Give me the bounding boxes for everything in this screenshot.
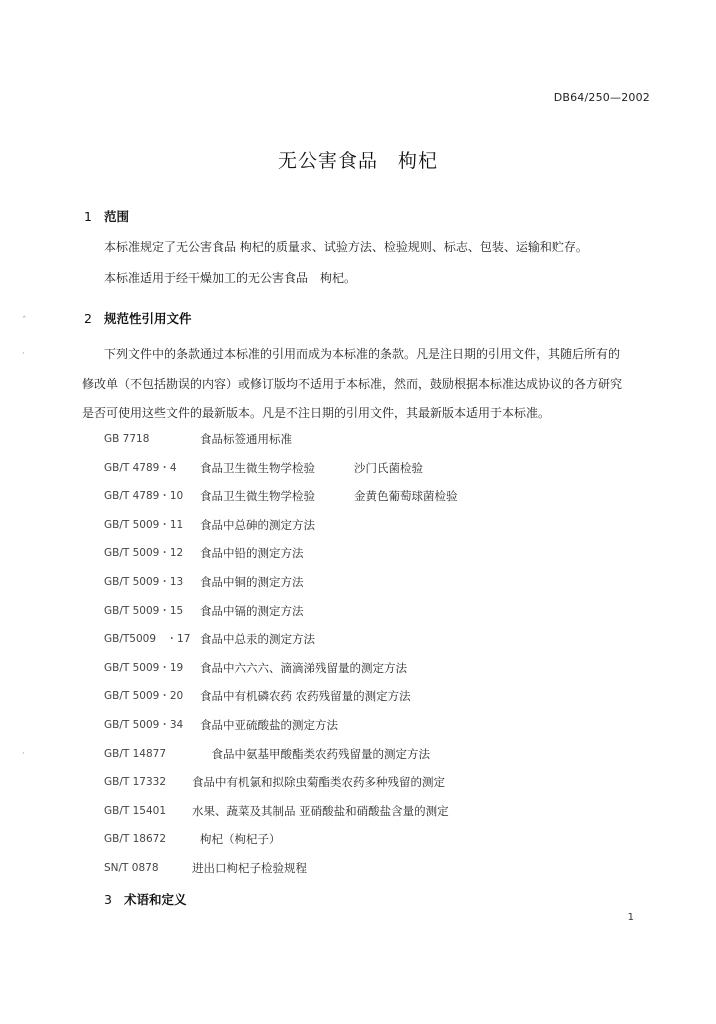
- section-number: 1: [84, 209, 92, 224]
- reference-title: 食品中铜的测定方法: [200, 574, 304, 589]
- reference-title: 食品卫生微生物学检验: [200, 489, 315, 504]
- reference-item: [104, 718, 458, 747]
- reference-title: 水果、蔬菜及其制品 亚硝酸盐和硝酸盐含量的测定: [192, 803, 449, 818]
- reference-code: GB/T 5009・12: [104, 547, 184, 560]
- reference-code: GB/T 4789・10: [104, 490, 184, 503]
- reference-code: GB/T 15401: [104, 804, 167, 817]
- scope-paragraph: 本标准适用于经干燥加工的无公害食品 枸杞。: [104, 271, 357, 285]
- reference-title: 食品卫生微生物学检验: [200, 460, 315, 475]
- references-intro-line: 是否可使用这些文件的最新版本。凡是不注日期的引用文件，其最新版本适用于本标准。: [82, 406, 551, 420]
- reference-subtitle: 金黄色葡萄球菌检验: [354, 489, 458, 504]
- reference-code: GB/T 5009・15: [104, 604, 184, 617]
- reference-item: [104, 461, 458, 490]
- reference-code: GB/T 5009・19: [104, 661, 184, 674]
- reference-code: GB/T 5009・13: [104, 575, 184, 588]
- reference-title: 食品中六六六、滴滴涕残留量的测定方法: [200, 660, 407, 675]
- reference-item: [104, 661, 458, 690]
- reference-code: GB/T 5009・34: [104, 718, 184, 731]
- reference-list: [104, 432, 458, 890]
- document-title: 无公害食品 枸杞: [277, 150, 438, 172]
- reference-code: GB/T 17332: [104, 776, 167, 789]
- section-heading-terms: [104, 890, 187, 908]
- reference-title: 食品标签通用标准: [200, 432, 292, 446]
- reference-title: 食品中总汞的测定方法: [200, 632, 315, 647]
- section-title: 规范性引用文件: [104, 311, 192, 326]
- reference-code: GB/T 4789・4: [104, 461, 177, 474]
- reference-code: GB/T 5009・20: [104, 690, 184, 703]
- reference-title: 食品中有机磷农药 农药残留量的测定方法: [200, 689, 411, 704]
- reference-title: 枸杞（枸杞子）: [200, 832, 281, 847]
- reference-item: [104, 489, 458, 518]
- reference-subtitle: 沙门氏菌检验: [354, 460, 423, 475]
- section-title: 术语和定义: [124, 892, 187, 907]
- scan-mark: ·: [22, 749, 25, 759]
- reference-item: [104, 804, 458, 833]
- reference-item: [104, 747, 458, 776]
- reference-title: 食品中镉的测定方法: [200, 603, 304, 618]
- reference-item: [104, 775, 458, 804]
- reference-code: GB/T5009 ・17: [104, 633, 191, 646]
- reference-title: 食品中总砷的测定方法: [200, 517, 315, 532]
- section-heading-scope: [84, 207, 129, 225]
- scan-mark: ·: [22, 349, 25, 359]
- reference-title: 食品中亚硫酸盐的测定方法: [200, 717, 338, 732]
- reference-item: [104, 632, 458, 661]
- reference-item: [104, 832, 458, 861]
- reference-title: 食品中氨基甲酸酯类农药残留量的测定方法: [200, 746, 430, 761]
- page-number: 1: [627, 912, 634, 923]
- references-intro-line: 修改单（不包括勘误的内容）或修订版均不适用于本标准，然而，鼓励根据本标准达成协议的各方研究: [82, 377, 623, 391]
- reference-code: GB/T 5009・11: [104, 518, 184, 531]
- reference-code: GB/T 14877: [104, 747, 167, 760]
- reference-item: [104, 432, 458, 461]
- reference-item: [104, 575, 458, 604]
- reference-item: [104, 546, 458, 575]
- reference-item: [104, 689, 458, 718]
- reference-code: SN/T 0878: [104, 861, 159, 874]
- section-number: 3: [104, 892, 112, 907]
- reference-code: GB 7718: [104, 433, 150, 445]
- reference-title: 进出口枸杞子检验规程: [192, 860, 307, 875]
- reference-item: [104, 604, 458, 633]
- document-code: DB64/250—2002: [553, 91, 650, 104]
- section-title: 范围: [104, 209, 130, 224]
- section-number: 2: [84, 311, 92, 326]
- reference-item: [104, 518, 458, 547]
- references-intro-line: 下列文件中的条款通过本标准的引用而成为本标准的条款。凡是注日期的引用文件，其随后所有的: [104, 347, 621, 361]
- scope-paragraph: 本标准规定了无公害食品 枸杞的质量求、试验方法、检验规则、标志、包装、运输和贮存。: [104, 240, 588, 254]
- scan-mark: ˆ: [22, 316, 27, 326]
- reference-code: GB/T 18672: [104, 833, 167, 846]
- reference-item: [104, 861, 458, 890]
- reference-title: 食品中有机氯和拟除虫菊酯类农药多种残留的测定: [192, 775, 445, 790]
- reference-title: 食品中铅的测定方法: [200, 546, 304, 561]
- section-heading-references: [84, 309, 192, 327]
